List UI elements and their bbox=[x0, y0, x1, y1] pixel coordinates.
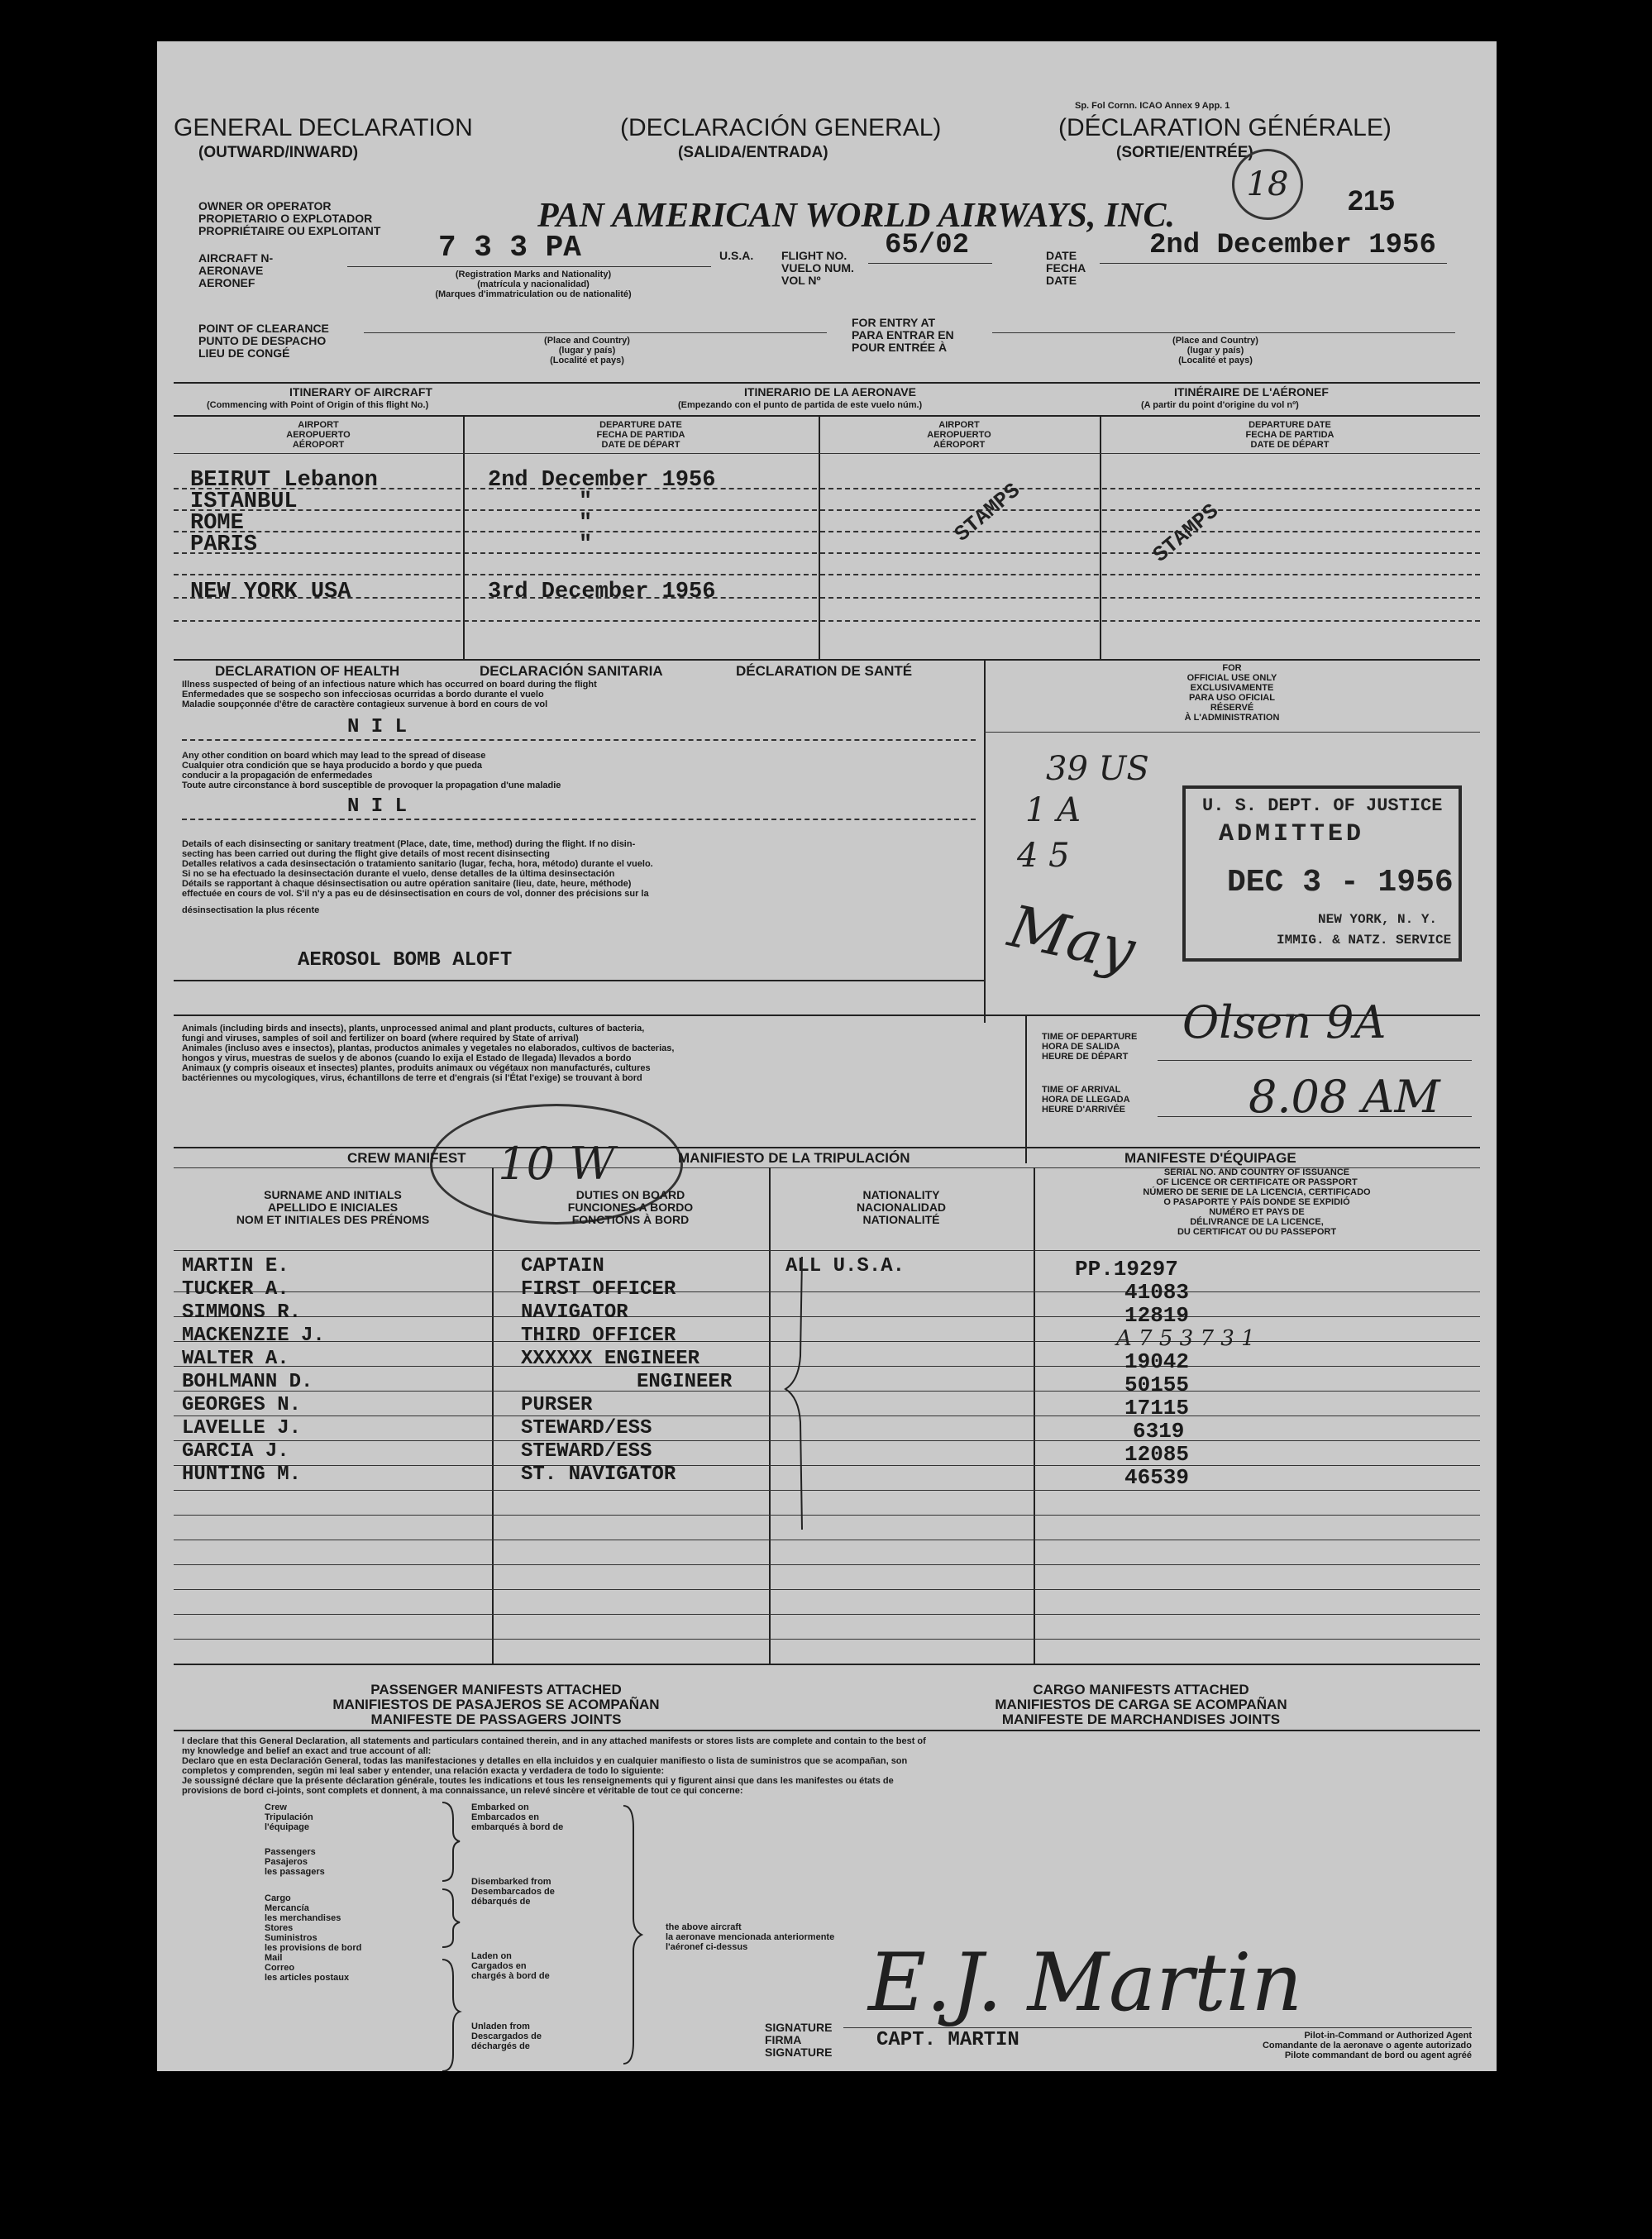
circled-note: 10 W bbox=[430, 1104, 683, 1225]
title-en: GENERAL DECLARATION bbox=[174, 114, 473, 141]
departure-time-label: TIME OF DEPARTURE HORA DE SALIDA HEURE DE DÉPART bbox=[1042, 1032, 1138, 1062]
itinerary-col-departure-1: DEPARTURE DATE FECHA DE PARTIDA DATE DE DÉPART bbox=[596, 420, 685, 450]
crew-title-fr: MANIFESTE D'ÉQUIPAGE bbox=[1124, 1150, 1296, 1166]
declaration-right-brace bbox=[620, 1802, 645, 2067]
corner-ref: Sp. Fol Cornn. ICAO Annex 9 App. 1 bbox=[1075, 101, 1230, 111]
itinerary-col-airport-1: AIRPORT AEROPUERTO AÉROPORT bbox=[286, 420, 351, 450]
itinerary-title-es-sub: (Empezando con el punto de partida de este vuelo núm.) bbox=[678, 400, 923, 410]
declaration-group-items: Crew Tripulación l'équipage Passengers Pasajeros les passagers Cargo Mercancía les merchandises Stores Suministros les provisions de bord Mail Correo les articles postaux bbox=[265, 1802, 362, 1983]
title-fr: (DÉCLARATION GÉNÉRALE) bbox=[1058, 114, 1392, 141]
title-es: (DECLARACIÓN GENERAL) bbox=[620, 114, 942, 141]
flight-number: 65/02 bbox=[885, 230, 970, 261]
operator-label: OWNER OR OPERATOR PROPIETARIO O EXPLOTADOR PROPRIÉTAIRE OU EXPLOITANT bbox=[198, 199, 381, 237]
clearance-place-note: (Place and Country) (lugar y país) (Localité et pays) bbox=[544, 336, 630, 365]
itinerary-title-fr-sub: (A partir du point d'origine du vol nº) bbox=[1141, 400, 1299, 410]
health-title-en: DECLARATION OF HEALTH bbox=[215, 663, 400, 679]
aircraft-country: U.S.A. bbox=[719, 249, 754, 262]
aircraft-note: the above aircraft la aeronave mencionada anteriormente l'aéronef ci-dessus bbox=[666, 1922, 835, 1952]
health-title-es: DECLARACIÓN SANITARIA bbox=[480, 663, 663, 679]
health-question-2: Any other condition on board which may lead to the spread of disease Cualquier otra condición que se haya producido a bordo y que pueda conducir a la propagación de enfermedades Toute autre circonstance à bord susceptible de provoquer la propagation d'une maladie bbox=[182, 751, 561, 790]
aircraft-registration: 7 3 3 PA bbox=[438, 231, 581, 265]
itinerary-title-en-sub: (Commencing with Point of Origin of this flight No.) bbox=[207, 400, 429, 410]
health-answer-1: N I L bbox=[347, 716, 408, 738]
itinerary-title-fr: ITINÉRAIRE DE L'AÉRONEF bbox=[1174, 385, 1329, 399]
crew-col-nationality: NATIONALITY NACIONALIDAD NATIONALITÉ bbox=[856, 1188, 947, 1226]
operator-name: PAN AMERICAN WORLD AIRWAYS, INC. bbox=[537, 197, 1176, 235]
declaration-form: GENERAL DECLARATION (OUTWARD/INWARD) (DECLARACIÓN GENERAL) (SALIDA/ENTRADA) (DÉCLARATION GÉNÉRALE) (SORTIE/ENTRÉE) Sp. Fol Cornn. ICAO Annex 9 App. 1 215 18 OWNER OR OPERATOR PROPIETARIO O EXPLOTADOR PROPRIÉTAIRE OU EXPLOITANT PAN AMERICAN WORLD AIRWAYS, INC. AIRCRAFT N- AERONAVE AERONEF 7 3 3 PA (Registration Marks and Nationality) (matrícula y nacionalidad) (Marques d'immatriculation ou de nationalité) U.S.A. FLIGHT NO. VUELO NUM. VOL Nº 65/02 DATE FECHA DATE 2nd December 1956 POINT OF CLEARANCE PUNTO DE DESPACHO LIEU DE CONGÉ (Place and Country) (lugar y país) (Localité et pays) FOR ENTRY AT PARA ENTRAR EN POUR ENTRÉE À (Place and Country) (lugar y país) (Localité et pays) ITINERARY OF AIRCRAFT (Commencing with Point of Origin of this flight No.) ITINERARIO DE LA AERONAVE (Empezando con el punto de partida de este vuelo núm.) ITINÉRAIRE DE L'AÉRONEF (A partir du point d'origine du vol nº) AIRPORT AEROPUERTO AÉROPORT DEPARTURE DATE FECHA DE PARTIDA DATE DE DÉPART AIRPORT AEROPUERTO AÉROPORT DEPARTURE DATE FECHA DE PARTIDA DATE DE DÉPART BEIRUT Lebanon 2nd December 1956 ISTANBUL " ROME " PARIS " NEW YORK USA 3rd December 1956 STAMPS STAMPS DECLARATION OF HEALTH DECLARACIÓN SANITARIA DÉCLARATION DE SANTÉ Illness suspected of being of an infectious nature which has occurred on board during the flight Enfermedades que se sospecho son infecciosas ocurridas a bordo durante el vuelo Maladie soupçonnée d'être de caractère contagieux survenue à bord en cours de vol N I L Any other condition on board which may lead to the spread of disease Cualquier otra condición que se haya producido a bordo y que pueda conducir a la propagación de enfermedades Toute autre circonstance à bord susceptible de provoquer la propagation d'une maladie N I L Details of each disinsecting or sanitary treatment (Place, date, time, method) during the flight. If no disin- secting has been carried out during the flight give details of most recent disinsecting Detalles relativos a cada desinsectación o tratamiento sanitario (lugar, fecha, hora, método) durante el vuelo. Si no se ha efectuado la desinsectación durante el vuelo, dense detalles de la última desinsectación Détails se rapportant à chaque désinsectisation ou autre opération sanitaire (lieu, date, heure, méthode) effectuée en cours de vol. S'il n'y a pas eu de désinsectisation en cours de vol, donner des précisions sur la désinsectisation la plus récente AEROSOL BOMB ALOFT Animals (including birds and insects), plants, unprocessed animal and plant products, cultures of bacteria, fungi and viruses, samples of soil and fertilizer on board (where required by State of arrival) Animales (incluso aves e insectos), plantas, productos animales y vegetales no elaborados, cultivos de bacterias, hongos y virus, muestras de suelos y de abonos (cuando lo exija el Estado de llegada) llevados a bordo Animaux (y compris oiseaux et insectes) plantes, produits animaux ou végétaux non manufacturés, cultures bactériennes ou mycologiques, virus, échantillons de terre et d'engrais (si l'État l'exige) se trouvant à bord FOR OFFICIAL USE ONLY EXCLUSIVAMENTE PARA USO OFICIAL RÉSERVÉ À L'ADMINISTRATION 39 US 1 A 4 5 May U. S. DEPT. OF JUSTICE ADMITTED DEC 3 - 1956 NEW YORK, N. Y. IMMIG. & NATZ. SERVICE TIME OF DEPARTURE HORA DE SALIDA HEURE DE DÉPART Olsen 9A TIME OF ARRIVAL HORA DE LLEGADA HEURE D'ARRIVÉE 8.08 AM 10 W CREW MANIFEST MANIFIESTO DE LA TRIPULACIÓN MANIFESTE D'ÉQUIPAGE SURNAME AND INITIALS APELLIDO E INICIALES NOM ET INITIALES DES PRÉNOMS DUTIES ON BOARD FUNCIONES A BORDO FONCTIONS À BORD NATIONALITY NACIONALIDAD NATIONALITÉ SERIAL NO. AND COUNTRY OF ISSUANCE OF LICENCE OR CERTIFICATE OR PASSPORT NÚMERO DE SERIE DE LA LICENCIA, CERTIFICADO O PASAPORTE Y PAÍS DONDE SE EXPIDIÓ NUMÉRO ET PAYS DE DÉLIVRANCE DE LA LICENCE, DU CERTIFICAT OU DU PASSEPORT ALL U.S.A. MARTIN E. CAPTAIN PP.19297 TUCKER A. FIRST OFFICER 41083 SIMMONS R. NAVIGATOR 12819 MACKENZIE J. THIRD OFFICER A 7 5 3 7 3 1 WALTER A. XXXXXX ENGINEER 19042 BOHLMANN D. ENGINEER 50155 GEORGES N. PURSER 17115 LAVELLE J. STEWARD/ESS 6319 GARCIA J. STEWARD/ESS 12085 HUNTING M. ST. NAVIGATOR 46539 PASSENGER MANIFESTS ATTACHED MANIFIESTOS DE PASAJEROS SE ACOMPAÑAN MANIFESTE DE PASSAGERS JOINTS CARGO MANIFESTS ATTACHED MANIFIESTOS DE CARGA SE ACOMPAÑAN MANIFESTE DE MARCHANDISES JOINTS I declare that this General Declaration, all statements and particulars contained therein, and in any attached manifests or stores lists are complete and contain to the best of my knowledge and belief an exact and true account of all: Declaro que en esta Declaración General, todas las manifestaciones y detalles en ella incluidos y en cualquier manifiesto o lista de suministros que se acompañan, son completos y comprenden, según mi leal saber y entender, una relación exacta y verdadera de todo lo siguiente: Je soussigné déclare que la présente déclaration générale, toutes les indications et tous les renseignements qui y figurent ainsi que dans les manifestes ou états de provisions de bord ci-joints, sont complets et donnent, à ma connaissance, un relevé sincère et véritable de tout ce qui concerne: Crew Tripulación l'équipage Passengers Pasajeros les passagers Cargo Mercancía les merchandises Stores Suministros les provisions de bord Mail Correo les articles postaux Embarked on Embarcados en embarqués à bord de Disembarked from Desembarcados de débarqués de Laden on Cargados en chargés à bord de Unladen from Descargados de déchargés de the above aircraft la aeronave mencionada anteriormente l'aéronef ci-dessus SIGNATURE FIRMA SIGNATURE E.J. Martin CAPT. MARTIN Pilot-in-Command or Authorized Agent Comandante de la aeronave o agente autorizado Pilote commandant de bord ou agent agréé bbox=[157, 41, 1497, 2071]
page-number: 215 bbox=[1348, 185, 1395, 217]
itinerary-stamp-left: STAMPS bbox=[949, 478, 1025, 547]
title-es-sub: (SALIDA/ENTRADA) bbox=[678, 144, 828, 161]
cargo-manifests: CARGO MANIFESTS ATTACHED MANIFIESTOS DE CARGA SE ACOMPAÑAN MANIFESTE DE MARCHANDISES JOINTS bbox=[995, 1682, 1287, 1727]
itinerary-stamp-right: STAMPS bbox=[1148, 499, 1224, 568]
hand-name: May bbox=[1003, 891, 1141, 986]
declaration-laden: Laden on Cargados en chargés à bord de bbox=[471, 1951, 550, 1981]
entry-label: FOR ENTRY AT PARA ENTRAR EN POUR ENTRÉE À bbox=[852, 316, 954, 354]
flight-label: FLIGHT NO. VUELO NUM. VOL Nº bbox=[781, 249, 854, 287]
health-answer-2: N I L bbox=[347, 795, 408, 818]
hand-count-1: 39 US bbox=[1046, 750, 1149, 788]
point-of-clearance-label: POINT OF CLEARANCE PUNTO DE DESPACHO LIEU DE CONGÉ bbox=[198, 322, 329, 360]
date-label: DATE FECHA DATE bbox=[1046, 249, 1086, 287]
crew-col-license: SERIAL NO. AND COUNTRY OF ISSUANCE OF LICENCE OR CERTIFICATE OR PASSPORT NÚMERO DE SERIE DE LA LICENCIA, CERTIFICADO O PASAPORTE Y PAÍS DONDE SE EXPIDIÓ NUMÉRO ET PAYS DE DÉLIVRANCE DE LA LICENCE, DU CERTIFICAT OU DU PASSEPORT bbox=[1143, 1167, 1371, 1237]
signature-typed: CAPT. MARTIN bbox=[876, 2029, 1019, 2051]
health-question-3: Details of each disinsecting or sanitary treatment (Place, date, time, method) during the flight. If no disin- secting has been carried out during the flight give details of most recent disinsecting Detalles relativos a cada desinsectación o tratamiento sanitario (lugar, fecha, hora, método) durante el vuelo. Si no se ha efectuado la desinsectación durante el vuelo, dense detalles de la última desinsectación Détails se rapportant à chaque désinsectisation ou autre opération sanitaire (lieu, date, heure, méthode) effectuée en cours de vol. S'il n'y a pas eu de désinsectisation en cours de vol, donner des précisions sur la désinsectisation la plus récente bbox=[182, 839, 653, 915]
health-title-fr: DÉCLARATION DE SANTÉ bbox=[736, 663, 913, 679]
declaration-disembarked: Disembarked from Desembarcados de débarqués de bbox=[471, 1877, 555, 1907]
flight-date: 2nd December 1956 bbox=[1149, 230, 1436, 261]
hand-count-2: 1 A bbox=[1025, 791, 1081, 829]
hand-count-3: 4 5 bbox=[1017, 837, 1070, 875]
title-fr-sub: (SORTIE/ENTRÉE) bbox=[1116, 144, 1253, 161]
aircraft-label: AIRCRAFT N- AERONAVE AERONEF bbox=[198, 251, 274, 289]
health-answer-3: AEROSOL BOMB ALOFT bbox=[298, 949, 513, 972]
itinerary-title-es: ITINERARIO DE LA AERONAVE bbox=[744, 385, 916, 399]
itinerary-title-en: ITINERARY OF AIRCRAFT bbox=[289, 385, 432, 399]
declaration-braces bbox=[438, 1798, 463, 2071]
signature: E.J. Martin bbox=[868, 1936, 1303, 2029]
arrival-time-label: TIME OF ARRIVAL HORA DE LLEGADA HEURE D'ARRIVÉE bbox=[1042, 1085, 1130, 1115]
registration-note: (Registration Marks and Nationality) (matrícula y nacionalidad) (Marques d'immatriculation ou de nationalité) bbox=[435, 270, 632, 299]
crew-title-es: MANIFIESTO DE LA TRIPULACIÓN bbox=[678, 1150, 910, 1166]
itinerary-col-airport-2: AIRPORT AEROPUERTO AÉROPORT bbox=[927, 420, 991, 450]
crew-title-en: CREW MANIFEST bbox=[347, 1150, 466, 1166]
crew-col-duties: DUTIES ON BOARD FUNCIONES A BORDO FONCTIONS À BORD bbox=[567, 1188, 694, 1226]
crew-nationality-all: ALL U.S.A. bbox=[785, 1255, 905, 1277]
title-en-sub: (OUTWARD/INWARD) bbox=[198, 144, 359, 161]
passenger-manifests: PASSENGER MANIFESTS ATTACHED MANIFIESTOS DE PASAJEROS SE ACOMPAÑAN MANIFESTE DE PASSAGERS JOINTS bbox=[332, 1682, 660, 1727]
health-question-4: Animals (including birds and insects), plants, unprocessed animal and plant products, cultures of bacteria, fungi and viruses, samples of soil and fertilizer on board (where required by State of arrival) Animales (incluso aves e insectos), plantas, productos animales y vegetales no elaborados, cultivos de bacterias, hongos y virus, muestras de suelos y de abonos (cuando lo exija el Estado de llegada) llevados a bordo Animaux (y compris oiseaux et insectes) plantes, produits animaux ou végétaux non manufacturés, cultures bactériennes ou mycologiques, virus, échantillons de terre et d'engrais (si l'État l'exige) se trouvant à bord bbox=[182, 1024, 675, 1083]
pilot-label: Pilot-in-Command or Authorized Agent Comandante de la aeronave o agente autorizado Pilote commandant de bord ou agent agréé bbox=[1262, 2031, 1472, 2060]
signature-label: SIGNATURE FIRMA SIGNATURE bbox=[765, 2021, 833, 2059]
entry-place-note: (Place and Country) (lugar y país) (Localité et pays) bbox=[1172, 336, 1258, 365]
circled-number: 18 bbox=[1232, 149, 1303, 220]
itinerary-col-departure-2: DEPARTURE DATE FECHA DE PARTIDA DATE DE DÉPART bbox=[1245, 420, 1334, 450]
official-use-label: FOR OFFICIAL USE ONLY EXCLUSIVAMENTE PARA USO OFICIAL RÉSERVÉ À L'ADMINISTRATION bbox=[1184, 663, 1280, 723]
admitted-stamp: U. S. DEPT. OF JUSTICE ADMITTED DEC 3 - 1956 NEW YORK, N. Y. IMMIG. & NATZ. SERVICE bbox=[1182, 785, 1462, 962]
crew-bracket bbox=[777, 1257, 827, 1530]
arrival-time: 8.08 AM bbox=[1249, 1071, 1440, 1123]
declaration-text: I declare that this General Declaration, all statements and particulars contained therein, and in any attached manifests or stores lists are complete and contain to the best of my knowledge and belief an exact and true account of all: Declaro que en esta Declaración General, todas las manifestaciones y detalles en ella incluidos y en cualquier manifiesto o lista de suministros que se acompañan, son completos y comprenden, según mi leal saber y entender, una relación exacta y verdadera de todo lo siguiente: Je soussigné déclare que la présente déclaration générale, toutes les indications et tous les renseignements qui y figurent ainsi que dans les manifestes ou états de provisions de bord ci-joints, sont complets et donnent, à ma connaissance, un relevé sincère et véritable de tout ce qui concerne: bbox=[182, 1736, 926, 1796]
health-question-1: Illness suspected of being of an infectious nature which has occurred on board during the flight Enfermedades que se sospecho son infecciosas ocurridas a bordo durante el vuelo Maladie soupçonnée d'être de caractère contagieux survenue à bord en cours de vol bbox=[182, 680, 597, 709]
crew-col-name: SURNAME AND INITIALS APELLIDO E INICIALES NOM ET INITIALES DES PRÉNOMS bbox=[236, 1188, 430, 1226]
declaration-unladen: Unladen from Descargados de déchargés de bbox=[471, 2022, 542, 2051]
departure-time: Olsen 9A bbox=[1182, 996, 1387, 1048]
declaration-embarked: Embarked on Embarcados en embarqués à bord de bbox=[471, 1802, 564, 1832]
